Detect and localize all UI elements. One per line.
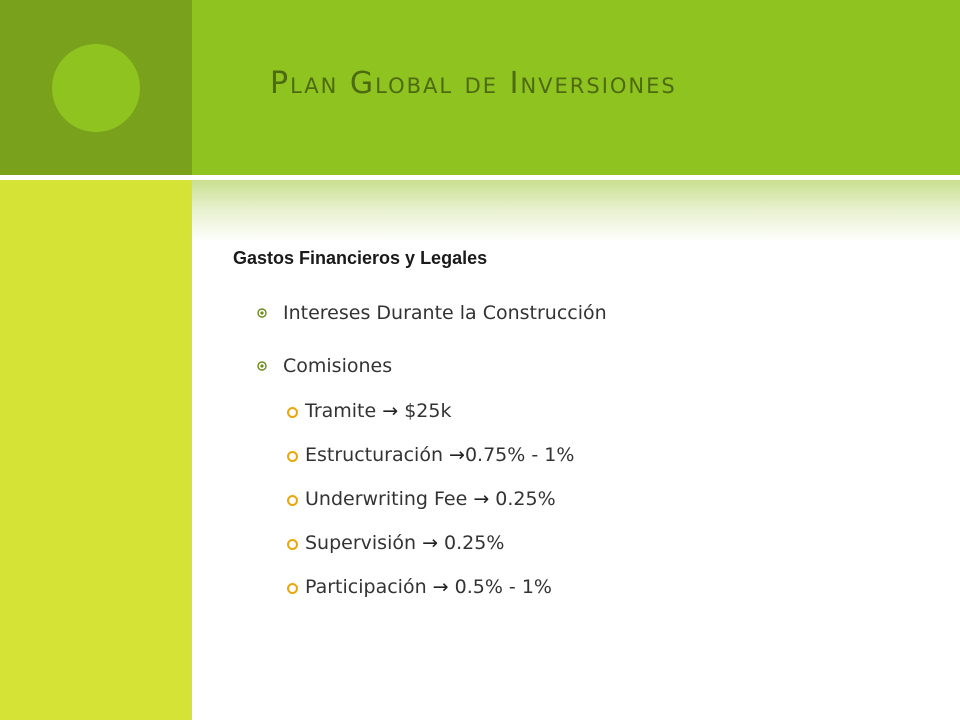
ring-icon [287, 539, 298, 550]
subbullet-name: Tramite [305, 400, 377, 422]
subbullet-name: Participación [305, 576, 427, 598]
subbullet-value: 0.75% - 1% [464, 444, 575, 466]
gradient-band [192, 180, 960, 242]
circled-dot-icon [257, 361, 267, 371]
ring-icon [287, 407, 298, 418]
right-arrow-icon: → [473, 488, 490, 510]
subbullet-name: Supervisión [305, 532, 417, 554]
subbullet-name: Estructuración [305, 444, 443, 466]
right-arrow-icon: → [449, 444, 465, 466]
subbullet-value: $25k [398, 400, 452, 422]
left-strip [0, 180, 192, 720]
circled-dot-icon [257, 308, 267, 318]
slide-title: Plan Global de Inversiones [270, 66, 677, 101]
section-heading: Gastos Financieros y Legales [233, 248, 488, 268]
bullet-text: Comisiones [283, 355, 393, 377]
ring-icon [287, 495, 298, 506]
subbullet-value: 0.25% [438, 532, 505, 554]
decorative-circle [52, 44, 140, 132]
right-arrow-icon: → [382, 400, 399, 422]
subbullet-name: Underwriting Fee [305, 488, 468, 510]
subbullet-value: 0.25% [489, 488, 556, 510]
subbullet-value: 0.5% - 1% [448, 576, 552, 598]
ring-icon [287, 451, 298, 462]
ring-icon [287, 583, 298, 594]
bullet-text: Intereses Durante la Construcción [283, 302, 607, 324]
right-arrow-icon: → [432, 576, 449, 598]
right-arrow-icon: → [422, 532, 438, 554]
